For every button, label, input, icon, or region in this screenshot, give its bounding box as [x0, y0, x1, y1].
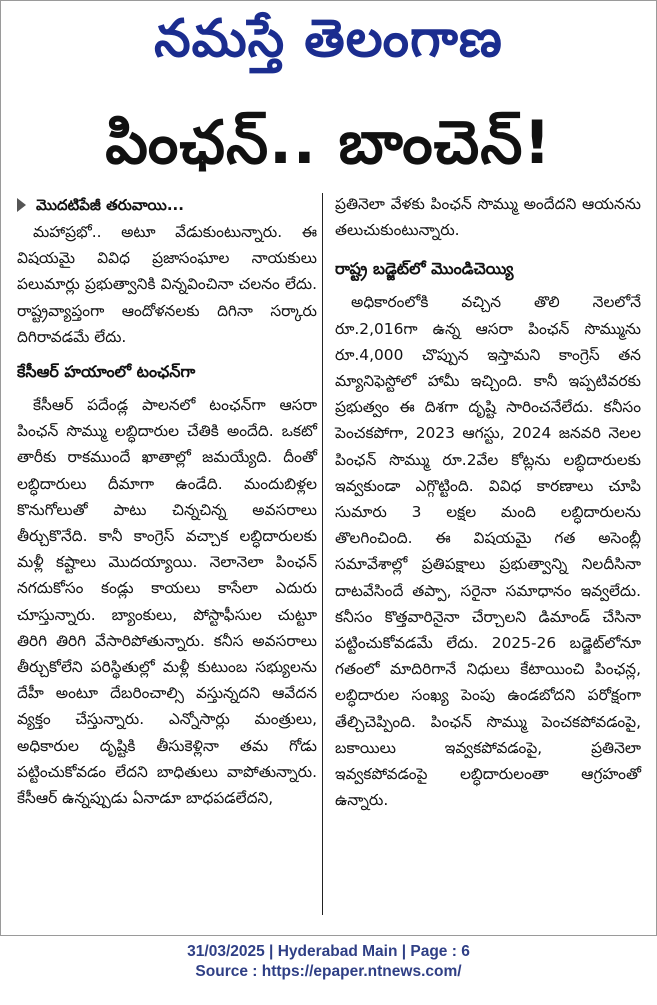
paragraph: కేసీఆర్ పదేండ్ల పాలనలో టంఛన్‌గా ఆసరా పింఛన్ సొమ్ము లబ్ధిదారుల చేతికి అందేది. ఒకటో తారీకు రాకముందే ఖాతాల్లో జమయ్యేది. దీంతో లబ్ధిదారులు దీమాగా ఉండేది. మందుబిళ్లల కొనుగోలుతో పాటు చిన్నచిన్న అవసరాలు తీర్చుకొనేది. కానీ కాంగ్రెస్ వచ్చాక లబ్ధిదారులకు మళ్లీ కష్టాలు మొదయ్యాయి. నెలానెలా పింఛన్ నగదుకోసం కండ్లు కాయలు కాసేలా ఎదురు చూస్తున్నారు. బ్యాంకులు, పోస్టాఫీసుల చుట్టూ తిరిగి తిరిగి వేసారిపోతున్నారు. కనీస అవసరాలు తీర్చుకోలేని పరిస్థితుల్లో మళ్లీ కుటుంబ సభ్యులను దేహీ అంటూ దేబరించాల్సి వస్తున్నదని ఆవేదన వ్యక్తం చేస్తున్నారు. ఎన్నోసార్లు మంత్రులు, అధికారుల దృష్టికి తీసుకెళ్లినా తమ గోడు పట్టించుకోవడం లేదని బాధితులు వాపోతున్నారు. కేసీఆర్ ఉన్నప్పుడు ఏనాడూ బాధపడలేదని, [17, 396, 317, 808]
subheading: కేసీఆర్ హయాంలో టంఛన్‌గా [17, 362, 196, 382]
article-headline: పింఛన్.. బాంచెన్! [105, 108, 552, 178]
continued-label: మొదటిపేజీ తరువాయి... [36, 195, 184, 214]
edition-info: 31/03/2025 | Hyderabad Main | Page : 6 [187, 943, 470, 960]
subheading: రాష్ట్ర బడ్జెట్‌లో మొండిచెయ్యి [335, 259, 514, 279]
arrow-icon [17, 198, 26, 212]
page-footer [0, 942, 657, 982]
paragraph: అధికారంలోకి వచ్చిన తొలి నెలలోనే రూ.2,016గా ఉన్న ఆసరా పింఛన్ సొమ్మును రూ.4,000 చొప్పున ఇస్తామని కాంగ్రెస్ తన మ్యానిఫెస్టోలో హామీ ఇచ్చింది. కానీ ఇప్పటివరకు ప్రభుత్వం ఈ దిశగా దృష్టి సారించనేలేదు. కనీసం పెంచకపోగా, 2023 ఆగస్టు, 2024 జనవరి నెలల పింఛన్ సొమ్ము రూ.2వేల కోట్లను లబ్ధిదారులకు ఇవ్వకుండా ఎగ్గొట్టింది. వివిధ కారణాలు చూపి సుమారు 3 లక్షల మంది లబ్ధిదారులను తొలగించింది. ఈ విషయమై గత అసెంబ్లీ సమావేశాల్లో ప్రతిపక్షాలు ప్రభుత్వాన్ని నిలదీసినా దాటవేసిందే తప్పా, సరైనా సమాధానం ఇవ్వలేదు. కనీసం కొత్తవారినైనా చేర్చాలని డిమాండ్ చేసినా పట్టించుకోవడమే లేదు. 2025-26 బడ్జెట్‌లోనూ గతంలో మాదిరిగానే నిధులు కేటాయించి పింఛన్ల, లబ్ధిదారుల సంఖ్య పెంపు ఉండబోదని పరోక్షంగా తేల్చిచెప్పింది. పింఛన్ సొమ్ము పెంచకపోవడంపై, బకాయిలు ఇవ్వకపోవడంపై, ప్రతినెలా ఇవ్వకపోవడంపై లబ్ధిదారులంతా ఆగ్రహంతో ఉన్నారు. [335, 293, 641, 810]
newspaper-masthead: నమస్తే తెలంగాణ [154, 9, 503, 69]
right-column [335, 191, 641, 813]
column-divider [322, 193, 323, 915]
continued-from-front-page [17, 191, 317, 219]
left-column [17, 191, 317, 811]
source-url: Source : https://epaper.ntnews.com/ [195, 963, 462, 980]
paragraph: ప్రతినెలా వేళకు పింఛన్ సొమ్ము అందేదని ఆయనను తలుచుకుంటున్నారు. [335, 195, 641, 240]
paragraph: మహాప్రభో.. అటూ వేడుకుంటున్నారు. ఈ విషయమై వివిధ ప్రజాసంఘాల నాయకులు పలుమార్లు ప్రభుత్వానికి విన్నవించినా చలనం లేదు. రాష్ట్రవ్యాప్తంగా ఆందోళనలకు దిగినా సర్కారు దిగిరావడమే లేదు. [17, 223, 317, 346]
